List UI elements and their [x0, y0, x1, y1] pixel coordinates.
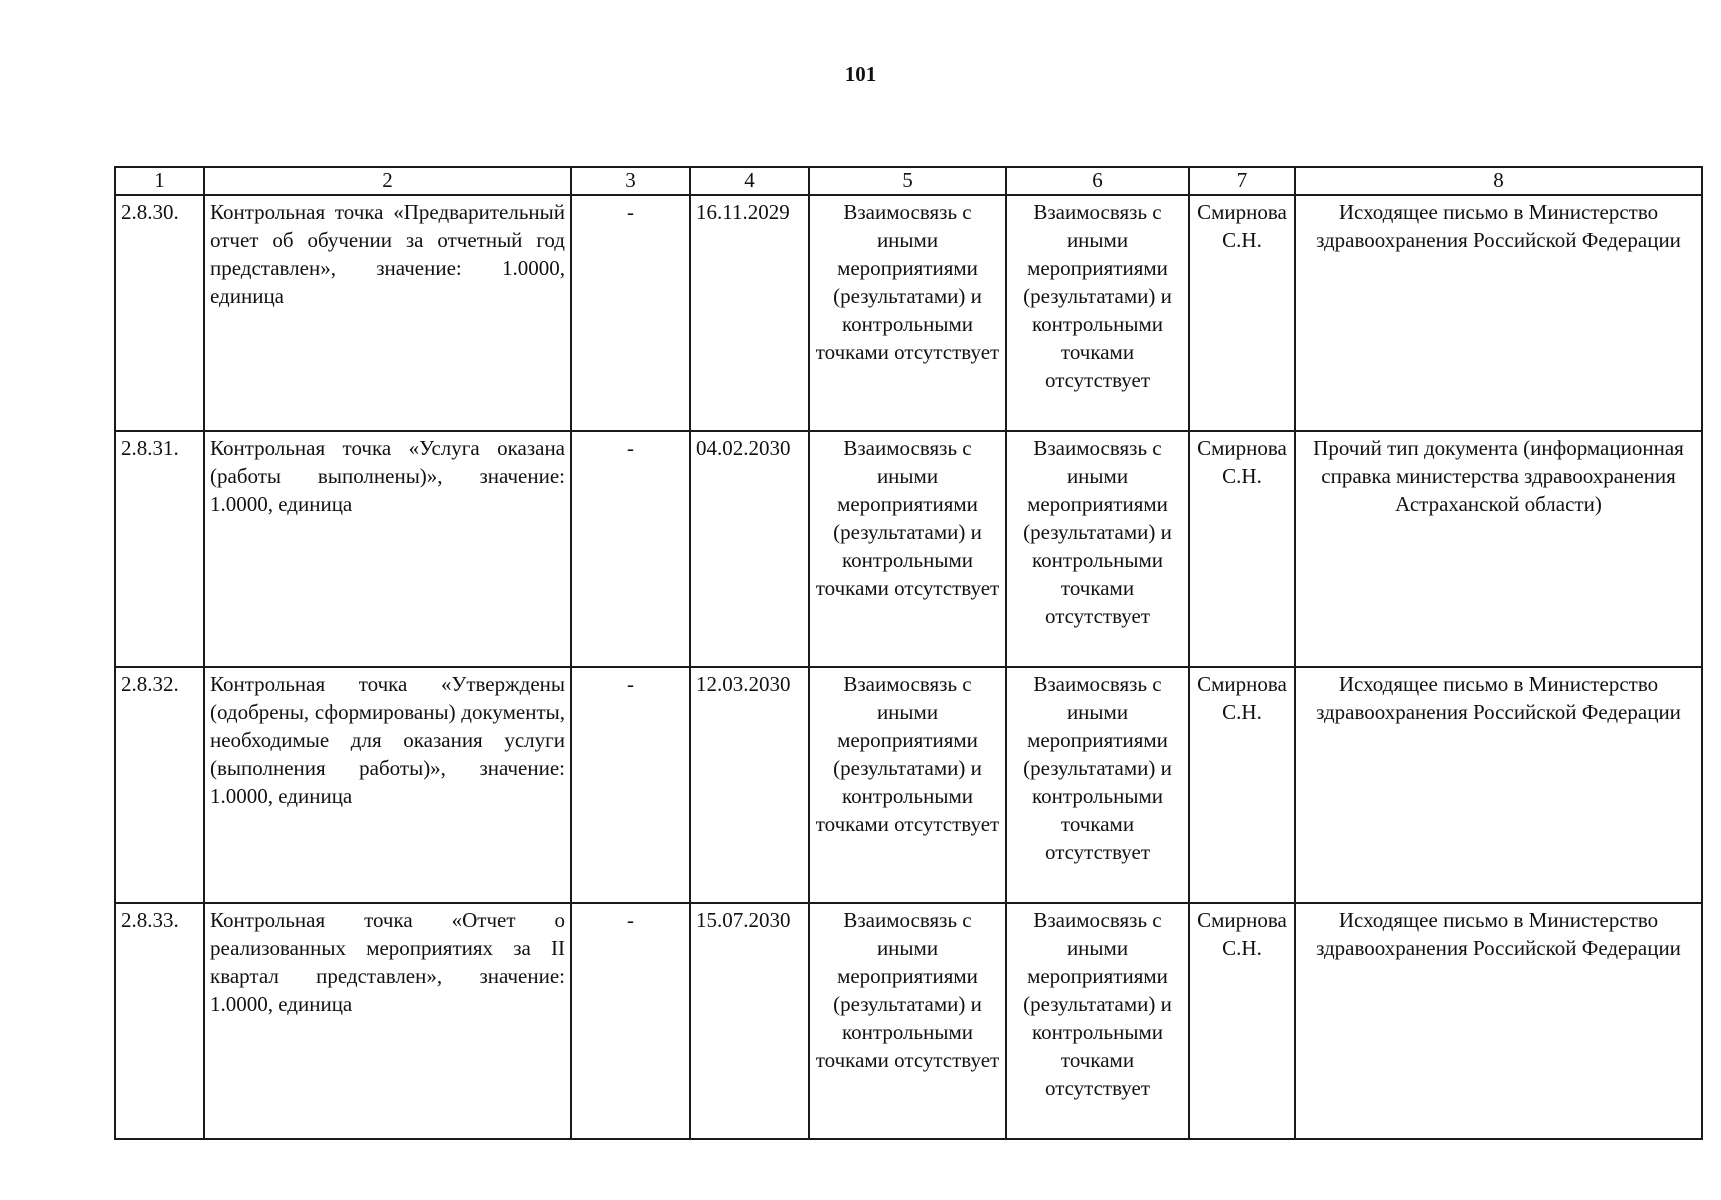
relation-text-6: Взаимосвязь с иными мероприятиями (результатами) и контрольными точками отсутствует — [1006, 903, 1189, 1139]
confirming-document: Исходящее письмо в Министерство здравоохранения Российской Федерации — [1295, 195, 1702, 431]
relation-text-6: Взаимосвязь с иными мероприятиями (результатами) и контрольными точками отсутствует — [1006, 195, 1189, 431]
column-3-value: - — [571, 667, 690, 903]
due-date: 15.07.2030 — [690, 903, 809, 1139]
control-point-description: Контрольная точка «Утверждены (одобрены, сформированы) документы, необходимые для оказания услуги (выполнения работы)», значение: 1.0000, единица — [204, 667, 571, 903]
confirming-document: Исходящее письмо в Министерство здравоохранения Российской Федерации — [1295, 903, 1702, 1139]
control-points-table — [114, 166, 1703, 1140]
due-date: 12.03.2030 — [690, 667, 809, 903]
responsible-person: Смирнова С.Н. — [1189, 431, 1295, 667]
control-point-description: Контрольная точка «Предварительный отчет об обучении за отчетный год представлен», значение: 1.0000, единица — [204, 195, 571, 431]
relation-text-5: Взаимосвязь с иными мероприятиями (результатами) и контрольными точками отсутствует — [809, 667, 1006, 903]
responsible-person: Смирнова С.Н. — [1189, 667, 1295, 903]
header-cell-6: 6 — [1006, 167, 1189, 195]
column-3-value: - — [571, 903, 690, 1139]
column-3-value: - — [571, 431, 690, 667]
header-cell-2: 2 — [204, 167, 571, 195]
table-row — [115, 195, 1702, 431]
control-point-description: Контрольная точка «Отчет о реализованных мероприятиях за II квартал представлен», значение: 1.0000, единица — [204, 903, 571, 1139]
responsible-person: Смирнова С.Н. — [1189, 195, 1295, 431]
row-number: 2.8.33. — [115, 903, 204, 1139]
row-number: 2.8.31. — [115, 431, 204, 667]
relation-text-6: Взаимосвязь с иными мероприятиями (результатами) и контрольными точками отсутствует — [1006, 667, 1189, 903]
table-row — [115, 431, 1702, 667]
due-date: 16.11.2029 — [690, 195, 809, 431]
header-cell-4: 4 — [690, 167, 809, 195]
relation-text-6: Взаимосвязь с иными мероприятиями (результатами) и контрольными точками отсутствует — [1006, 431, 1189, 667]
table-row — [115, 903, 1702, 1139]
header-cell-5: 5 — [809, 167, 1006, 195]
header-cell-3: 3 — [571, 167, 690, 195]
header-cell-8: 8 — [1295, 167, 1702, 195]
due-date: 04.02.2030 — [690, 431, 809, 667]
confirming-document: Прочий тип документа (информационная справка министерства здравоохранения Астраханской области) — [1295, 431, 1702, 667]
page-number: 101 — [844, 62, 877, 86]
table-row — [115, 667, 1702, 903]
header-row — [115, 167, 1702, 195]
column-3-value: - — [571, 195, 690, 431]
relation-text-5: Взаимосвязь с иными мероприятиями (результатами) и контрольными точками отсутствует — [809, 431, 1006, 667]
control-point-description: Контрольная точка «Услуга оказана (работы выполнены)», значение: 1.0000, единица — [204, 431, 571, 667]
relation-text-5: Взаимосвязь с иными мероприятиями (результатами) и контрольными точками отсутствует — [809, 195, 1006, 431]
confirming-document: Исходящее письмо в Министерство здравоохранения Российской Федерации — [1295, 667, 1702, 903]
row-number: 2.8.32. — [115, 667, 204, 903]
relation-text-5: Взаимосвязь с иными мероприятиями (результатами) и контрольными точками отсутствует — [809, 903, 1006, 1139]
header-cell-7: 7 — [1189, 167, 1295, 195]
header-cell-1: 1 — [115, 167, 204, 195]
row-number: 2.8.30. — [115, 195, 204, 431]
responsible-person: Смирнова С.Н. — [1189, 903, 1295, 1139]
